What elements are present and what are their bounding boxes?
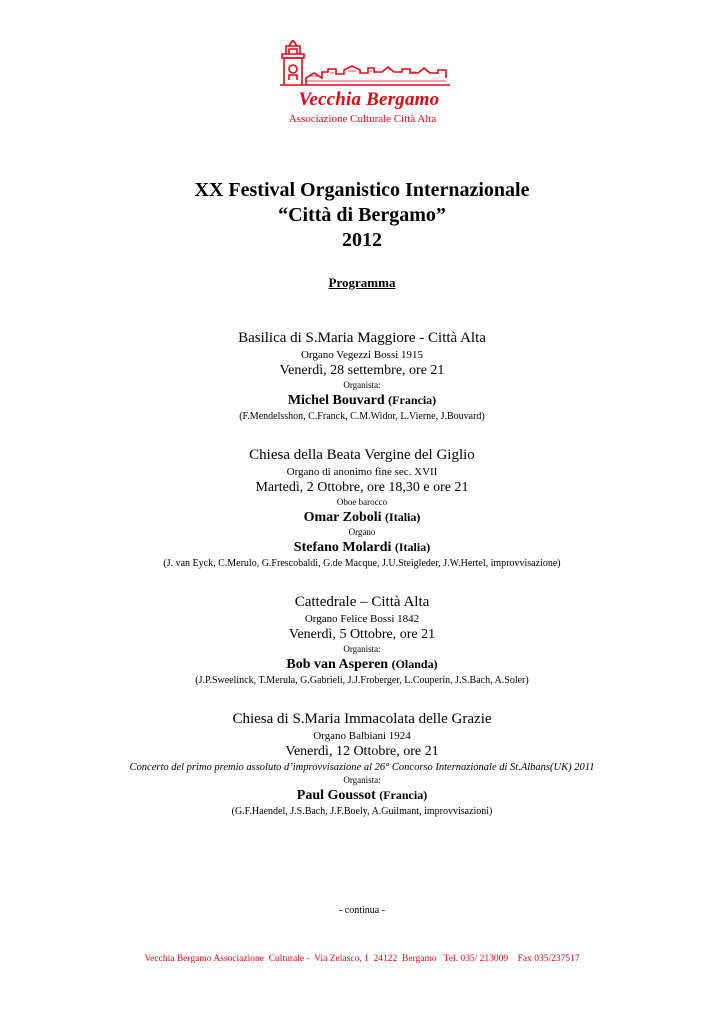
performer-name: Omar Zoboli xyxy=(303,510,382,525)
church-name: Basilica di S.Maria Maggiore - Città Alta xyxy=(238,330,486,346)
concert-section xyxy=(0,446,724,570)
program-list xyxy=(0,329,724,818)
church-name: Cattedrale – Città Alta xyxy=(294,594,430,610)
concert-date: Venerdì, 12 Ottobre, ore 21 xyxy=(285,744,439,759)
performer-country: (Italia) xyxy=(394,540,431,554)
concert-section xyxy=(0,593,724,687)
repertoire: (J. van Eyck, C.Merulo, G.Frescobaldi, G.de Macque, J.U.Steigleder, J.W.Hertel, improvvisazione) xyxy=(163,558,561,569)
repertoire: (J.P.Sweelinck, T.Merula, G.Gabrieli, J.J.Froberger, L.Couperin, J.S.Bach, A.Soler) xyxy=(195,675,529,686)
organ-info: Organo Balbiani 1924 xyxy=(313,730,411,742)
performer-role: Oboe barocco xyxy=(336,497,388,507)
performer-name: Michel Bouvard xyxy=(287,393,385,408)
festival-title xyxy=(0,178,724,253)
concert-date: Venerdì, 5 Ottobre, ore 21 xyxy=(288,627,436,642)
title-line-2: “Città di Bergamo” xyxy=(278,204,446,226)
concert-section xyxy=(0,329,724,423)
performer-role: Organista: xyxy=(343,775,381,785)
concert-date: Venerdì, 28 settembre, ore 21 xyxy=(279,363,445,378)
concert-section xyxy=(0,710,724,818)
repertoire: (G.F.Haendel, J.S.Bach, J.F.Boely, A.Guilmant, improvvisazioni) xyxy=(231,806,493,817)
performer-role: Organista: xyxy=(343,644,381,654)
logo xyxy=(270,40,455,128)
programma-heading: Programma xyxy=(328,275,396,290)
footer-contact: Vecchia Bergamo Associazione Culturale - Via Zelasco, 1 24122 Bergamo Tel. 035/ 213009 Fax 035/237517 xyxy=(144,954,580,964)
organ-info: Organo di anonimo fine sec. XVII xyxy=(286,466,438,478)
performer xyxy=(0,538,724,557)
performer-country: (Italia) xyxy=(385,510,421,524)
concert-note: Concerto del primo premio assoluto d’improvvisazione al 26° Concorso Internazionale di St.Albans(UK) 2011 xyxy=(129,762,595,773)
logo-name: Vecchia Bergamo xyxy=(298,89,440,110)
repertoire: (F.Mendelsshon, C.Franck, C.M.Widor, L.Vierne, J.Bouvard) xyxy=(239,411,485,422)
performer xyxy=(0,786,724,805)
organ-info: Organo Vegezzi Bossi 1915 xyxy=(300,349,424,361)
performer-role: Organo xyxy=(348,527,376,537)
church-name: Chiesa della Beata Vergine del Giglio xyxy=(249,447,475,463)
performer-country: (Francia) xyxy=(379,788,428,802)
church-name: Chiesa di S.Maria Immacolata delle Grazie xyxy=(232,711,492,727)
title-line-3: 2012 xyxy=(342,229,382,251)
performer-name: Paul Goussot xyxy=(296,788,376,803)
performer-name: Bob van Asperen xyxy=(286,657,389,672)
logo-subtitle: Associazione Culturale Città Alta xyxy=(288,113,437,125)
concert-date: Martedì, 2 Ottobre, ore 18,30 e ore 21 xyxy=(255,480,469,495)
title-line-1: XX Festival Organistico Internazionale xyxy=(194,179,530,201)
performer xyxy=(0,508,724,527)
performer-name: Stefano Molardi xyxy=(293,540,392,555)
performer xyxy=(0,391,724,410)
performer-country: (Olanda) xyxy=(391,657,438,671)
performer xyxy=(0,655,724,674)
organ-info: Organo Felice Bossi 1842 xyxy=(304,613,420,625)
continua-label: - continua - xyxy=(338,905,386,916)
performer-country: (Francia) xyxy=(388,393,437,407)
performer-role: Organista: xyxy=(343,380,381,390)
